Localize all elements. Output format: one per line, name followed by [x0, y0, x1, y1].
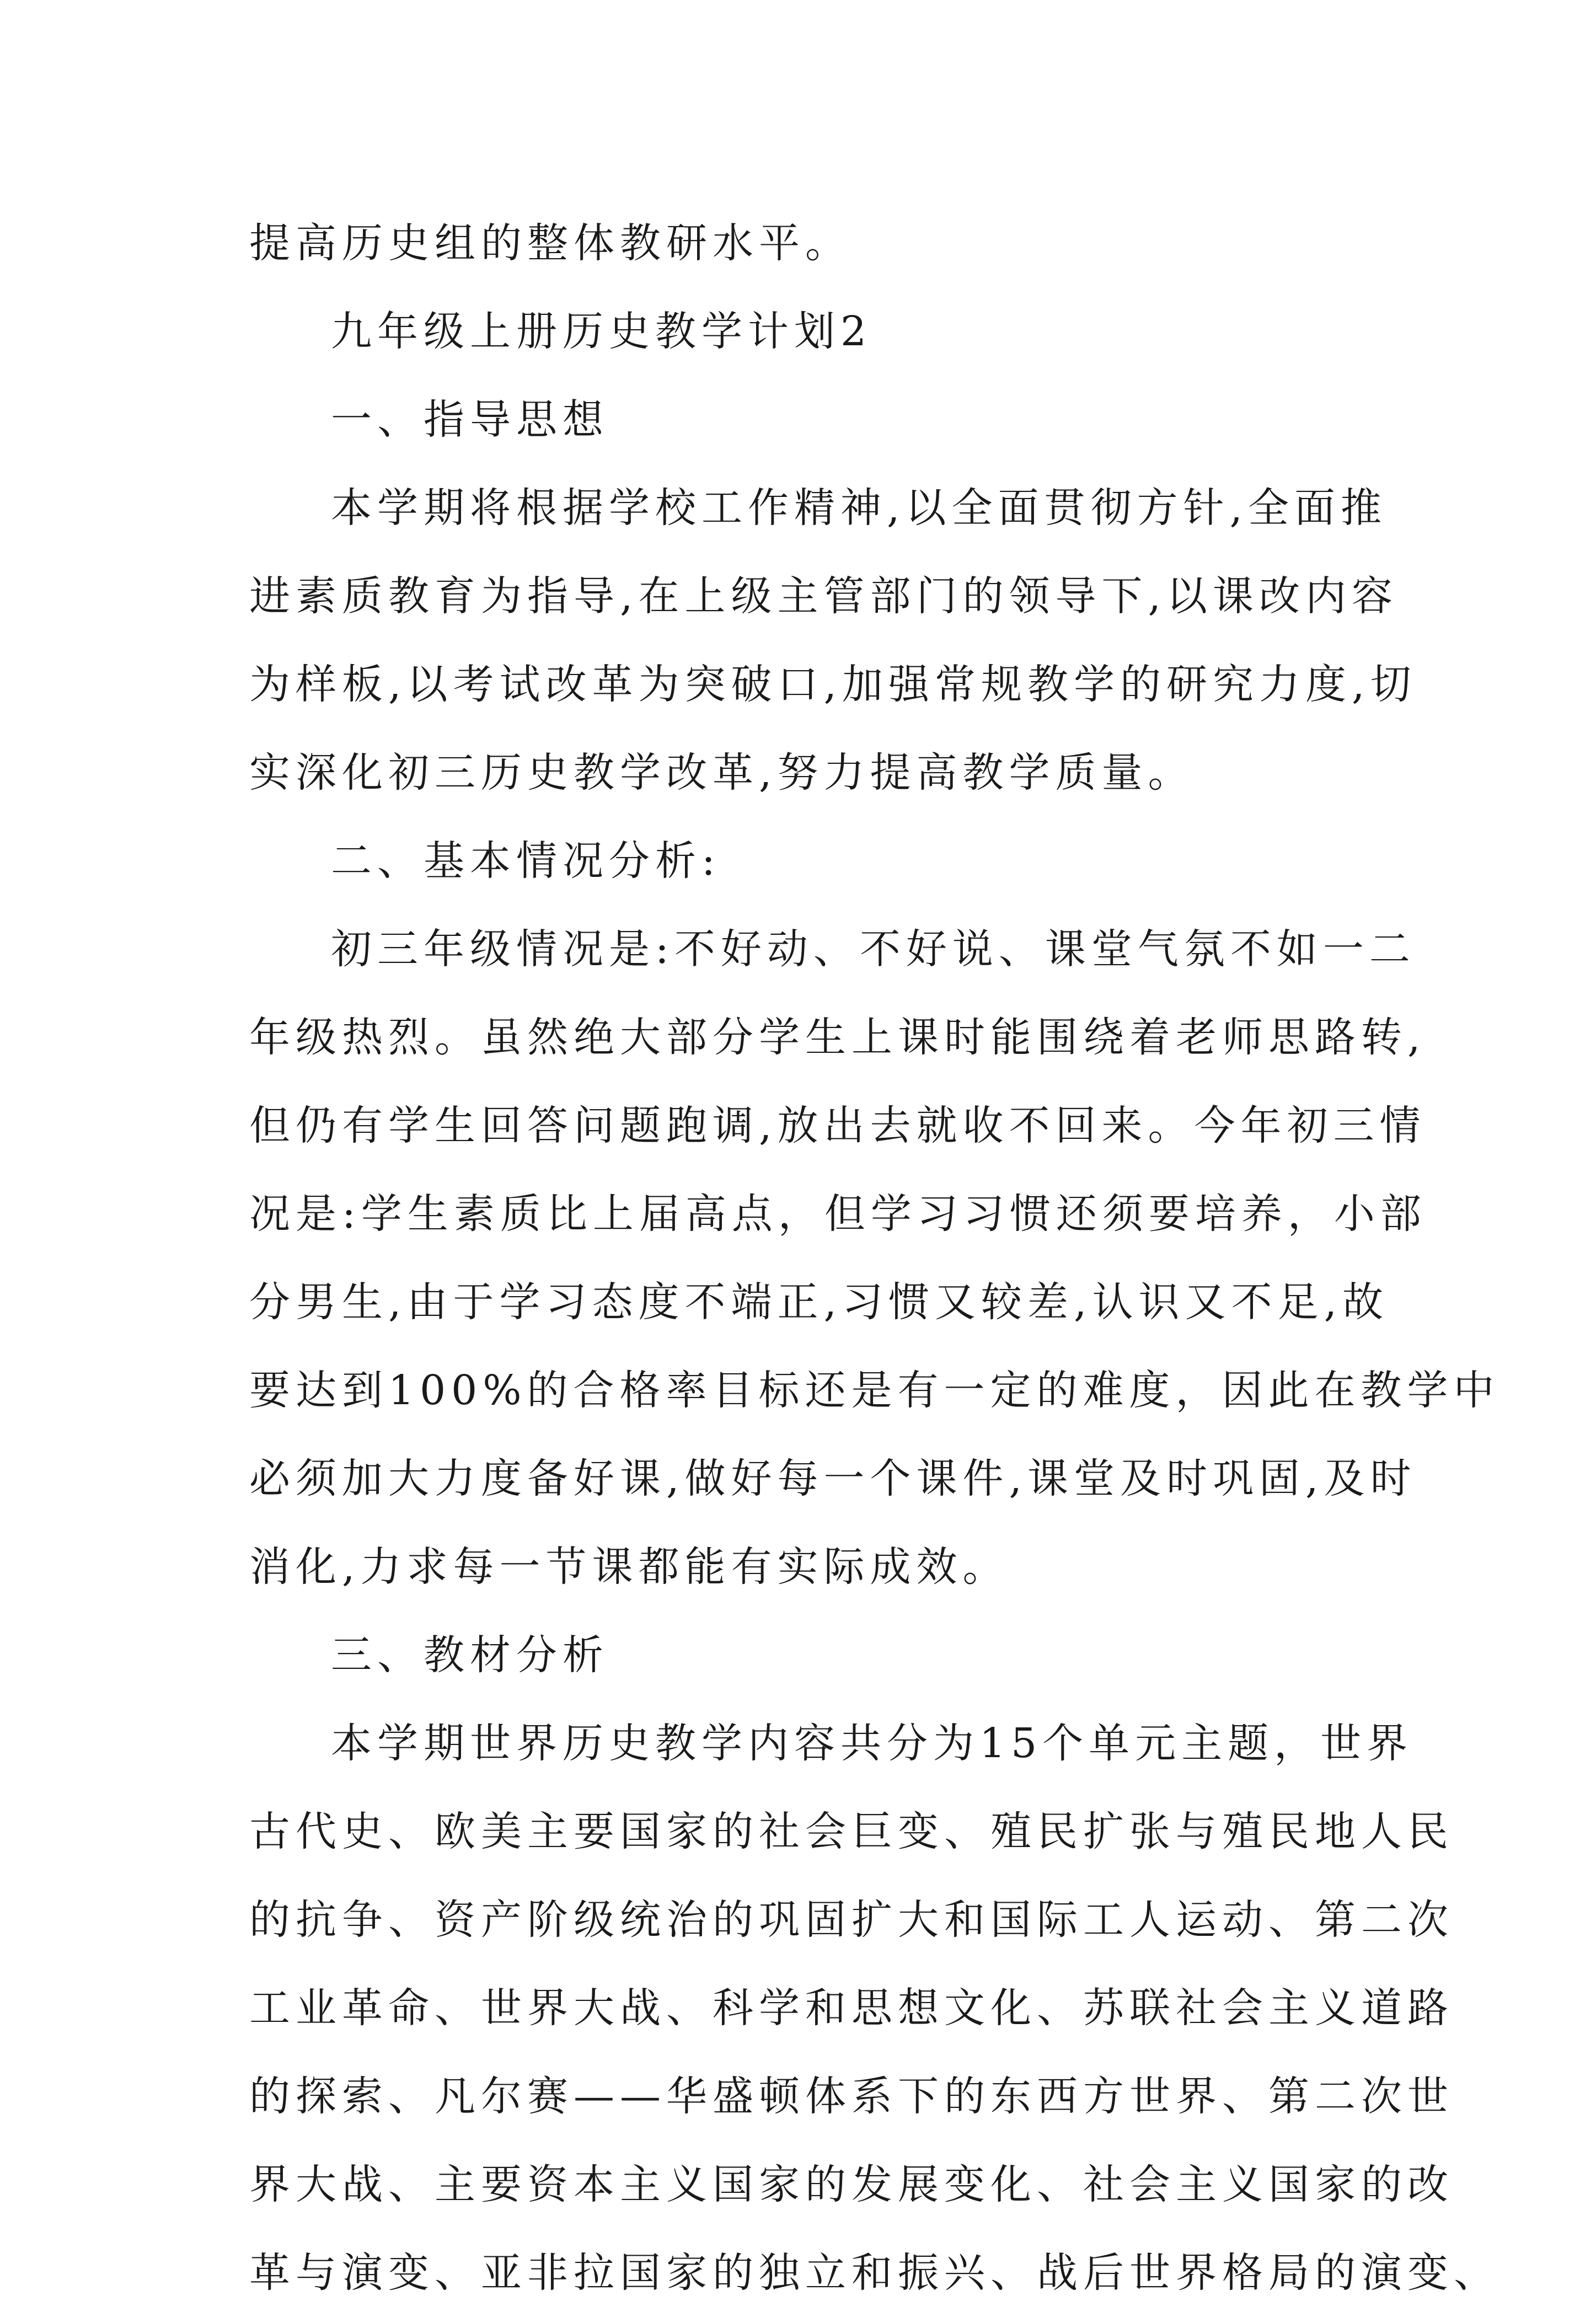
paragraph-line: 实深化初三历史教学改革,努力提高教学质量。 [249, 749, 1195, 796]
paragraph-line: 必须加大力度备好课,做好每一个课件,课堂及时巩固,及时 [249, 1455, 1417, 1502]
paragraph-line: 革与演变、亚非拉国家的独立和振兴、战后世界格局的演变、 [249, 2249, 1500, 2297]
paragraph-line: 古代史、欧美主要国家的社会巨变、殖民扩张与殖民地人民 [249, 1808, 1454, 1855]
paragraph-line: 进素质教育为指导,在上级主管部门的领导下,以课改内容 [249, 572, 1399, 620]
paragraph-line: 提高历史组的整体教研水平。 [249, 220, 851, 267]
paragraph-line: 的探索、凡尔赛——华盛顿体系下的东西方世界、第二次世 [249, 2073, 1454, 2120]
paragraph-line: 工业革命、世界大战、科学和思想文化、苏联社会主义道路 [249, 1984, 1454, 2032]
section-heading-situation-analysis: 二、基本情况分析: [331, 837, 721, 885]
paragraph-line: 年级热烈。虽然绝大部分学生上课时能围绕着老师思路转, [249, 1014, 1426, 1061]
paragraph-line: 本学期世界历史教学内容共分为15个单元主题，世界 [331, 1720, 1413, 1767]
paragraph-line: 界大战、主要资本主义国家的发展变化、社会主义国家的改 [249, 2161, 1454, 2208]
paragraph-line: 消化,力求每一节课都能有实际成效。 [249, 1543, 1009, 1591]
paragraph-line: 的抗争、资产阶级统治的巩固扩大和国际工人运动、第二次 [249, 1896, 1454, 1944]
section-heading-textbook-analysis: 三、教材分析 [331, 1631, 609, 1679]
paragraph-line: 为样板,以考试改革为突破口,加强常规教学的研究力度,切 [249, 661, 1417, 708]
paragraph-line: 但仍有学生回答问题跑调,放出去就收不回来。今年初三情 [249, 1102, 1426, 1149]
paragraph-line: 况是:学生素质比上届高点，但学习习惯还须要培养，小部 [249, 1190, 1427, 1238]
section-heading-guiding-thought: 一、指导思想 [331, 396, 609, 443]
paragraph-line: 初三年级情况是:不好动、不好说、课堂气氛不如一二 [331, 925, 1416, 973]
paragraph-line: 要达到100%的合格率目标还是有一定的难度，因此在教学中 [249, 1367, 1500, 1414]
paragraph-line: 本学期将根据学校工作精神,以全面贯彻方针,全面推 [331, 484, 1388, 532]
section-heading-plan-title: 九年级上册历史教学计划2 [331, 308, 872, 355]
paragraph-line: 分男生,由于学习态度不端正,习惯又较差,认识又不足,故 [249, 1278, 1389, 1326]
